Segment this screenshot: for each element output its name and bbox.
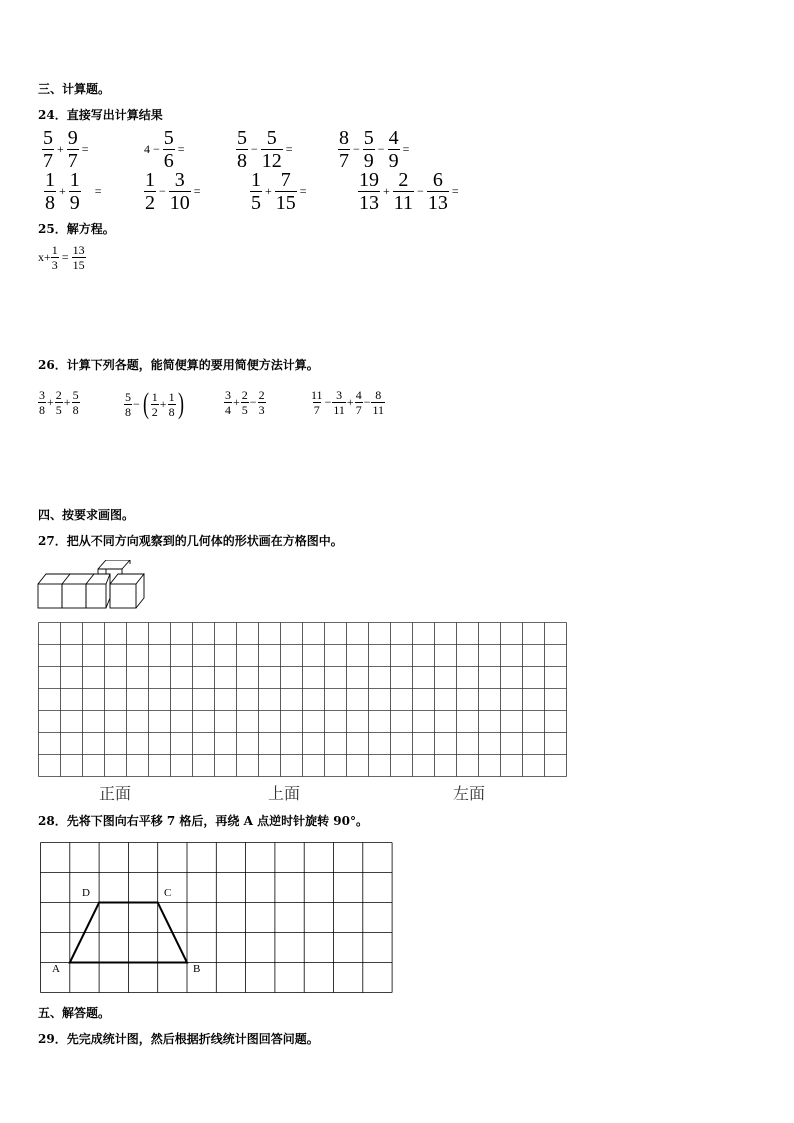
q25-equation: x + $\frac{1}{3}$ = $\frac{13}{15}$ xyxy=(38,243,85,272)
view-label-front: 正面 xyxy=(99,784,132,803)
section-title-3: 三、计算题。 xyxy=(38,82,111,96)
transformation-grid[interactable] xyxy=(40,842,394,994)
q24-expr-4: $\frac{8}{7}$ − $\frac{5}{9}$ − $\frac{4}{9}$ = xyxy=(339,127,410,172)
question-26-label: 26．计算下列各题，能简便算的要用简便方法计算。 xyxy=(38,358,319,372)
geometric-solid-figure xyxy=(34,560,154,612)
q26-expr-1: $\frac{3}{8}$ + $\frac{2}{5}$ + $\frac{5}{8}$ xyxy=(39,388,79,417)
drawing-grid-views[interactable] xyxy=(38,622,568,778)
q26-expr-4: $\frac{11}{7}$ − $\frac{3}{11}$ + $\frac{4}{7}$ − $\frac{8}{11}$ xyxy=(311,388,385,417)
q24-expr-7: $\frac{1}{5}$ + $\frac{7}{15}$ = xyxy=(251,169,307,214)
question-28-label: 28．先将下图向右平移 7 格后，再绕 A 点逆时针旋转 90°。 xyxy=(38,814,368,828)
point-label-d: D xyxy=(82,887,90,899)
q24-expr-5: $\frac{1}{8}$ + $\frac{1}{9}$ = xyxy=(45,169,102,214)
view-label-left: 左面 xyxy=(453,784,486,803)
q24-expr-2: 4 − $\frac{5}{6}$ = xyxy=(144,127,185,172)
point-label-a: A xyxy=(52,963,60,975)
q24-expr-1: $\frac{5}{7}$ + $\frac{9}{7}$ = xyxy=(43,127,89,172)
question-24-label: 24．直接写出计算结果 xyxy=(38,108,163,122)
section-title-5: 五、解答题。 xyxy=(38,1006,111,1020)
question-27-label: 27．把从不同方向观察到的几何体的形状画在方格图中。 xyxy=(38,534,343,548)
q26-expr-2: $\frac{5}{8}$ − ( $\frac{1}{2}$ + $\frac{1}{8}$ ) xyxy=(125,387,184,420)
point-label-b: B xyxy=(193,963,201,975)
q24-expr-8: $\frac{19}{13}$ + $\frac{2}{11}$ − $\frac{6}{13}$ = xyxy=(359,169,459,214)
point-label-c: C xyxy=(164,887,172,899)
q24-expr-3: $\frac{5}{8}$ − $\frac{5}{12}$ = xyxy=(237,127,293,172)
q24-expr-6: $\frac{1}{2}$ − $\frac{3}{10}$ = xyxy=(145,169,201,214)
question-25-label: 25．解方程。 xyxy=(38,222,115,236)
q26-expr-3: $\frac{3}{4}$ + $\frac{2}{5}$ − $\frac{2}{3}$ xyxy=(225,388,265,417)
section-title-4: 四、按要求画图。 xyxy=(38,508,135,522)
view-label-top: 上面 xyxy=(268,784,301,803)
question-29-label: 29．先完成统计图，然后根据折线统计图回答问题。 xyxy=(38,1032,319,1046)
